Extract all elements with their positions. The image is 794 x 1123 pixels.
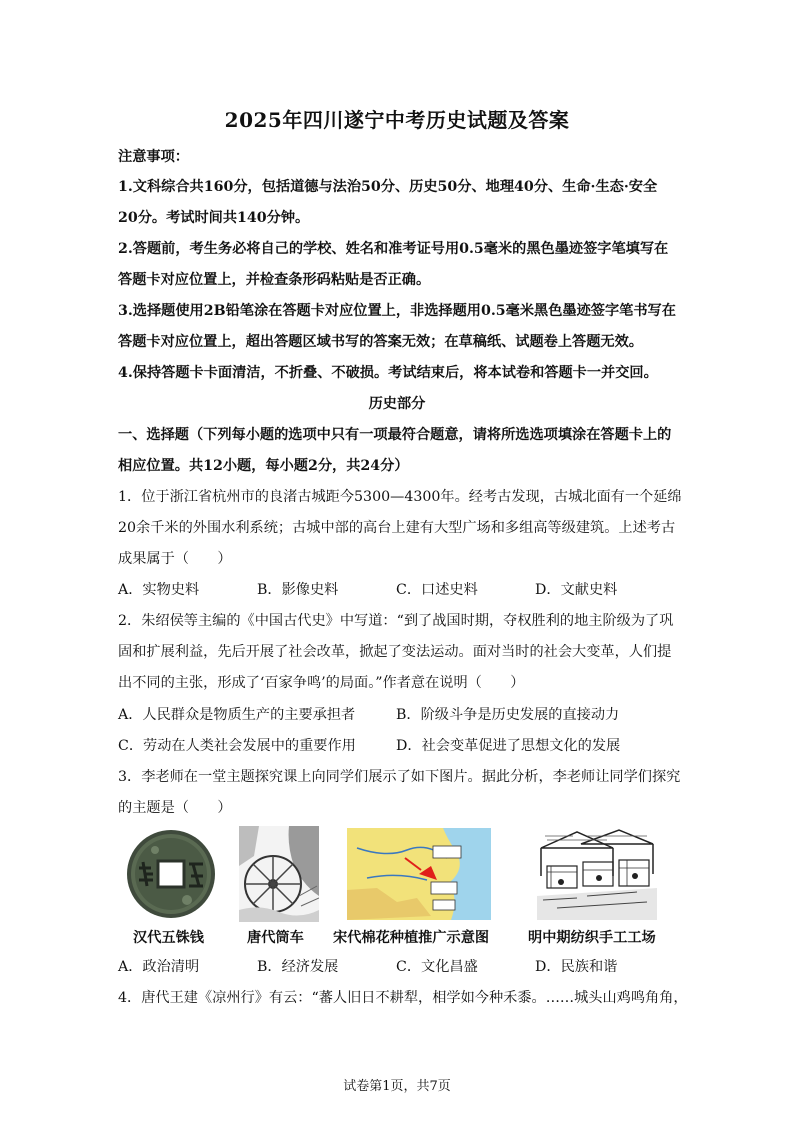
q3-option-d: D．民族和谐 <box>535 959 618 975</box>
part-heading: 一、选择题（下列每小题的选项中只有一项最符合题意，请将所选选项填涂在答题卡上的 <box>118 427 672 443</box>
wuzhu-coin-image <box>125 828 217 920</box>
note-line: 20分。考试时间共140分钟。 <box>118 210 310 226</box>
q3-option-a: A．政治清明 <box>118 959 200 975</box>
q3-option-c: C．文化昌盛 <box>396 959 478 975</box>
notes-heading: 注意事项： <box>118 149 189 165</box>
q2-option-d: D．社会变革促进了思想文化的发展 <box>396 738 621 754</box>
question-3-line: 的主题是（ ） <box>118 800 232 816</box>
section-title: 历史部分 <box>368 396 426 412</box>
question-1-line: 20余千米的外围水利系统；古城中部的高台上建有大型广场和多组高等级建筑。上述考古 <box>118 520 676 536</box>
figure-caption-map: 宋代棉花种植推广示意图 <box>333 930 490 946</box>
figure-caption-workshop: 明中期纺织手工工场 <box>528 930 656 946</box>
cotton-spread-map-image <box>347 828 491 920</box>
figure-caption-coin: 汉代五铢钱 <box>133 930 204 946</box>
note-line: 3.选择题使用2B铅笔涂在答题卡对应位置上，非选择题用0.5毫米黑色墨迹签字笔书写在 <box>118 303 676 319</box>
q2-option-b: B．阶级斗争是历史发展的直接动力 <box>396 707 620 723</box>
question-2-line: 2．朱绍侯等主编的《中国古代史》中写道：“到了战国时期，夺权胜利的地主阶级为了巩 <box>118 613 674 629</box>
note-line: 答题卡对应位置上，超出答题区域书写的答案无效；在草稿纸、试题卷上答题无效。 <box>118 334 643 350</box>
q2-option-a: A．人民群众是物质生产的主要承担者 <box>118 707 356 723</box>
page-footer: 试卷第1页，共7页 <box>343 1079 451 1094</box>
q3-option-b: B．经济发展 <box>257 959 339 975</box>
question-1-line: 成果属于（ ） <box>118 551 232 567</box>
question-3-line: 3．李老师在一堂主题探究课上向同学们展示了如下图片。据此分析，李老师让同学们探究 <box>118 769 681 785</box>
note-line: 2.答题前，考生务必将自己的学校、姓名和准考证号用0.5毫米的黑色墨迹签字笔填写在 <box>118 241 669 257</box>
textile-workshop-image <box>537 826 657 920</box>
q1-option-b: B．影像史料 <box>257 582 339 598</box>
question-2-line: 固和扩展利益，先后开展了社会改革，掀起了变法运动。面对当时的社会大变革，人们提 <box>118 644 672 660</box>
note-line: 4.保持答题卡卡面清洁，不折叠、不破损。考试结束后，将本试卷和答题卡一并交回。 <box>118 365 658 381</box>
q1-option-d: D．文献史料 <box>535 582 618 598</box>
page-title: 2025年四川遂宁中考历史试题及答案 <box>224 108 570 132</box>
q1-option-c: C．口述史料 <box>396 582 478 598</box>
note-line: 1.文科综合共160分，包括道德与法治50分、历史50分、地理40分、生命·生态·安全 <box>118 179 658 195</box>
note-line: 答题卡对应位置上，并检查条形码粘贴是否正确。 <box>118 272 431 288</box>
q2-option-c: C．劳动在人类社会发展中的重要作用 <box>118 738 356 754</box>
tongche-water-wheel-image <box>239 826 319 922</box>
figure-caption-water-wheel: 唐代筒车 <box>247 930 304 946</box>
q1-option-a: A．实物史料 <box>118 582 200 598</box>
question-2-line: 出不同的主张，形成了‘百家争鸣’的局面。”作者意在说明（ ） <box>118 675 525 691</box>
part-heading: 相应位置。共12小题，每小题2分，共24分） <box>118 458 409 474</box>
question-1-line: 1．位于浙江省杭州市的良渚古城距今5300—4300年。经考古发现，古城北面有一个延绵 <box>118 489 682 505</box>
question-4-line: 4．唐代王建《凉州行》有云：“蕃人旧日不耕犁，相学如今种禾黍。……城头山鸡鸣角角， <box>118 990 688 1006</box>
